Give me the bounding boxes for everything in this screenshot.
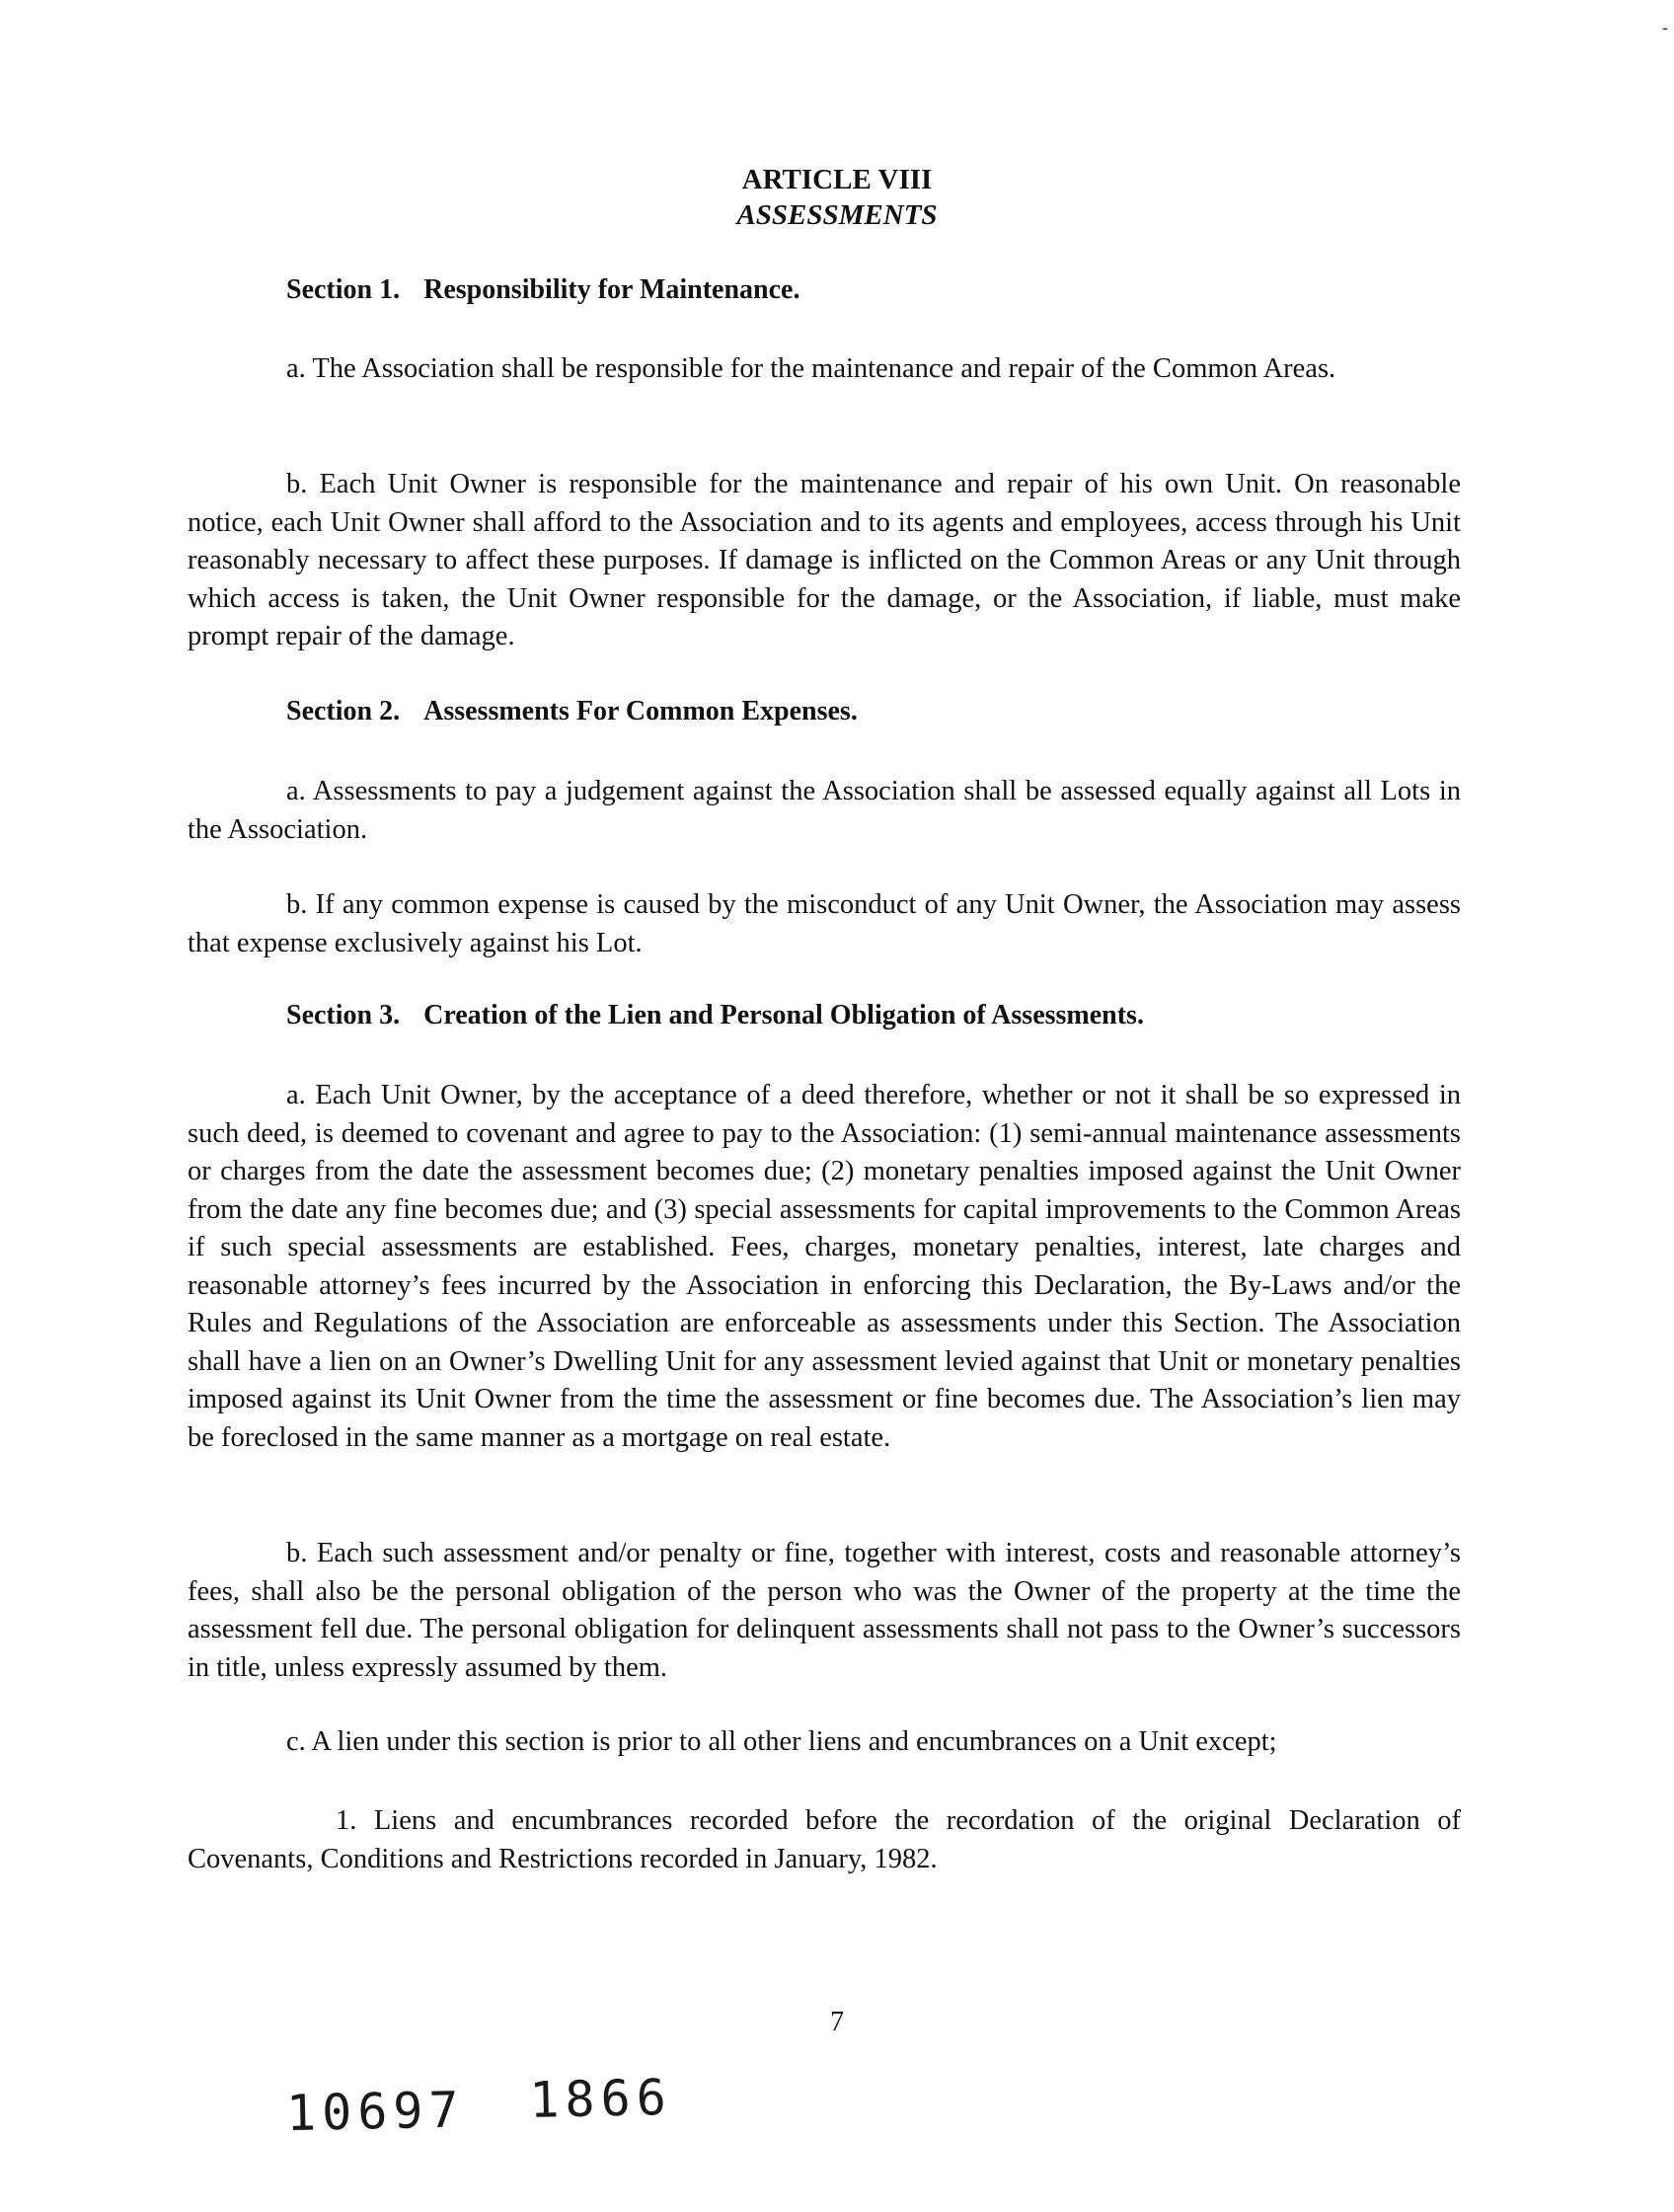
- page-number: 7: [830, 2007, 844, 2037]
- section-2-heading: [286, 696, 858, 727]
- section-3-item-1: 1. Liens and encumbrances recorded before the recordation of the original Declaration of Covenants, Conditions and Restrictions recorded in January, 1982.: [188, 1805, 1461, 1874]
- section-title: Assessments For Common Expenses.: [423, 696, 858, 726]
- recording-page-number: 1866: [528, 2068, 673, 2129]
- section-title: Creation of the Lien and Personal Obligation of Assessments.: [423, 1000, 1144, 1030]
- section-number: Section 3.: [286, 1000, 401, 1030]
- article-number: ARTICLE VIII: [741, 164, 933, 195]
- section-1-paragraph-a: a. The Association shall be responsible for the maintenance and repair of the Common Areas.: [286, 353, 1336, 384]
- section-2-paragraph-a: a. Assessments to pay a judgement against the Association shall be assessed equally against all Lots in the Association.: [188, 776, 1461, 845]
- section-title: Responsibility for Maintenance.: [423, 274, 800, 305]
- section-3-paragraph-c: c. A lien under this section is prior to all other liens and encumbrances on a Unit except;: [286, 1726, 1277, 1757]
- section-3-heading: [286, 1000, 1144, 1031]
- section-1-heading: [286, 274, 800, 306]
- corner-mark: -: [1662, 18, 1668, 38]
- article-title: ASSESSMENTS: [736, 199, 938, 231]
- recording-book-number: 10697: [285, 2081, 466, 2143]
- recording-stamp: [285, 2068, 673, 2143]
- section-3-paragraph-a: a. Each Unit Owner, by the acceptance of a deed therefore, whether or not it shall be so expressed in such deed, is deemed to covenant and agree to pay to the Association: (1) semi-annual maintenance assessments or charges from the date the assessment becomes due; (2) monetary penalties imposed against the Unit Owner from the date any fine becomes due; and (3) special assessments for capital improvements to the Common Areas if such special assessments are established. Fees, charges, monetary penalties, interest, late charges and reasonable attorney’s fees incurred by the Association in enforcing this Declaration, the By-Laws and/or the Rules and Regulations of the Association are enforceable as assessments under this Section. The Association shall have a lien on an Owner’s Dwelling Unit for any assessment levied against that Unit or monetary penalties imposed against its Unit Owner from the time the assessment or fine becomes due. The Association’s lien may be foreclosed in the same manner as a mortgage on real estate.: [188, 1080, 1461, 1453]
- section-2-paragraph-b: b. If any common expense is caused by the misconduct of any Unit Owner, the Association may assess that expense exclusively against his Lot.: [188, 889, 1461, 958]
- section-number: Section 1.: [286, 274, 401, 305]
- section-1-paragraph-b: b. Each Unit Owner is responsible for the maintenance and repair of his own Unit. On reasonable notice, each Unit Owner shall afford to the Association and to its agents and employees, access through his Unit reasonably necessary to affect these purposes. If damage is inflicted on the Common Areas or any Unit through which access is taken, the Unit Owner responsible for the damage, or the Association, if liable, must make prompt repair of the damage.: [188, 469, 1461, 651]
- section-3-paragraph-b: b. Each such assessment and/or penalty or fine, together with interest, costs and reasonable attorney’s fees, shall also be the personal obligation of the person who was the Owner of the property at the time the assessment fell due. The personal obligation for delinquent assessments shall not pass to the Owner’s successors in title, unless expressly assumed by them.: [188, 1538, 1461, 1683]
- section-number: Section 2.: [286, 696, 401, 726]
